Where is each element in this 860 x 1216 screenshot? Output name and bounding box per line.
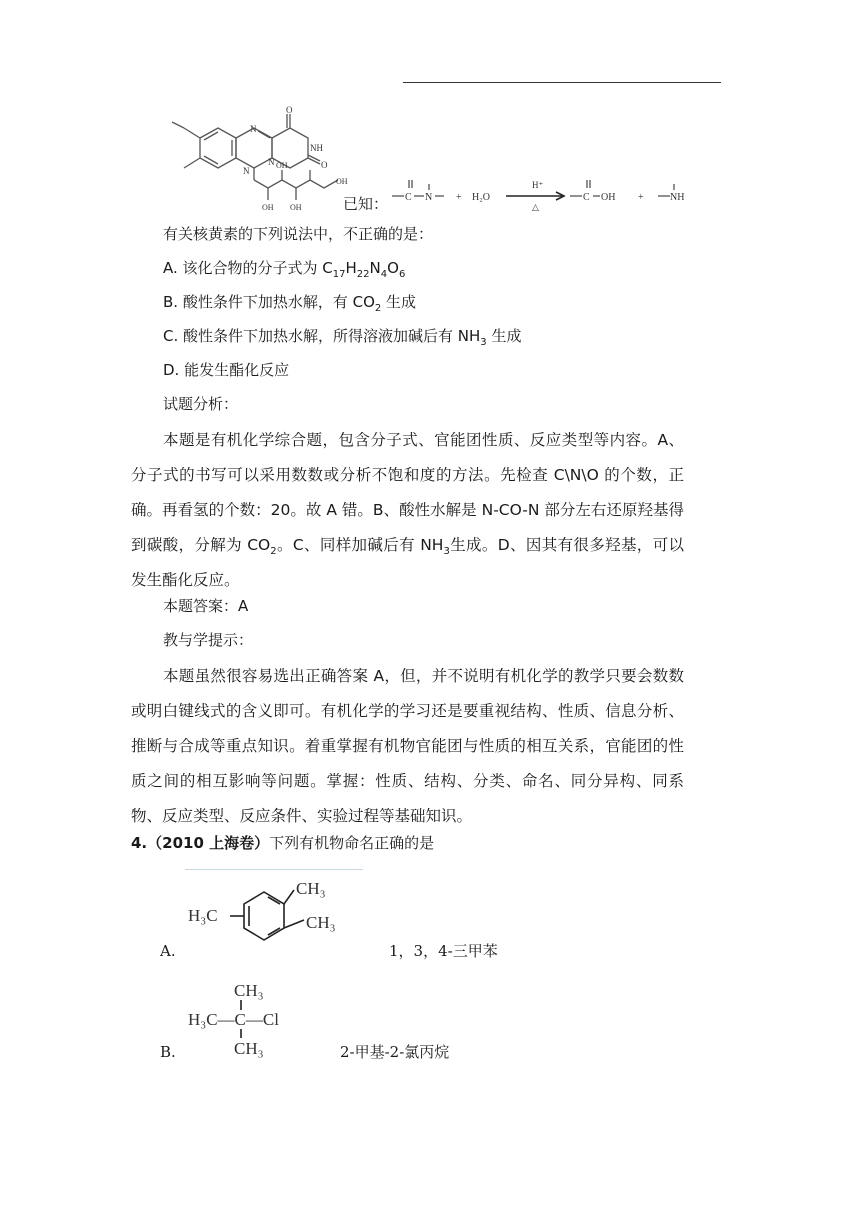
choice-b-structure — [186, 974, 296, 1060]
answer-blank-line — [403, 82, 721, 83]
option-b: B. 酸性条件下加热水解，有 $CO_2$ 生成 — [163, 293, 417, 314]
choice-b-name: 2-甲基-2-氯丙烷 — [340, 1043, 450, 1061]
rx-n: N — [425, 192, 433, 203]
atom-oh2: OH — [276, 161, 288, 170]
b-ch3-bottom: CH₃ — [234, 1039, 264, 1058]
atom-n2: N — [268, 157, 275, 167]
atom-oh4: OH — [336, 177, 348, 186]
atom-oh1: OH — [262, 203, 274, 212]
choice-a-structure — [186, 872, 356, 958]
choice-a-name: 1，3，4-三甲苯 — [389, 942, 498, 960]
a-ch3-right: CH₃ — [306, 913, 336, 932]
analysis-paragraph: 本题是有机化学综合题，包含分子式、官能团性质、反应类型等内容。A、分子式的书写可以采用数数或分析不饱和度的方法。先检查 C\N\O 的个数，正确。再看氢的个数：20。故 A 错。B、酸性水解是 N-CO-N 部分左右还原羟基得到碳酸，分解为 $CO_2$。C、同样加碱后有 $NH_3$生成。D、因其有很多羟基，可以发生酯化反应。 — [131, 431, 685, 589]
q4-stem: 下列有机物命名正确的是 — [269, 834, 435, 852]
rx-water: H₂O — [472, 192, 490, 203]
rx-p-oh: OH — [601, 192, 616, 203]
q4-heading — [131, 827, 434, 860]
rx-plus2: + — [638, 192, 644, 203]
tips-label: 教与学提示： — [163, 631, 254, 649]
analysis-label: 试题分析： — [163, 395, 239, 413]
rx-cond-top: H⁺ — [532, 180, 544, 190]
a-ch3-top: CH₃ — [296, 879, 326, 898]
option-a: A. 该化合物的分子式为 $C_{17}H_{22}N_4O_6$ — [163, 259, 406, 280]
question-stem: 有关核黄素的下列说法中，不正确的是： — [163, 225, 434, 243]
a-h3c-left: H₃C — [188, 906, 218, 925]
option-d: D. 能发生酯化反应 — [163, 361, 290, 379]
rx-p-c: C — [583, 192, 590, 203]
atom-o1: O — [286, 105, 293, 115]
option-c: C. 酸性条件下加热水解，所得溶液加碱后有 $NH_3$ 生成 — [163, 327, 522, 348]
rx-cond-bottom: △ — [532, 202, 539, 212]
atom-o2: O — [321, 160, 328, 170]
choice-b-letter: B. — [160, 1043, 176, 1061]
q4-number: 4. — [131, 834, 148, 852]
atom-n3: N — [243, 166, 250, 176]
b-ch3-top: CH₃ — [234, 981, 264, 1000]
answer-line: 本题答案：A — [163, 597, 249, 615]
atom-n1: N — [250, 124, 257, 134]
rx-plus: + — [456, 192, 462, 203]
b-h3c-c: H₃C—C—Cl — [188, 1010, 279, 1029]
choice-a-letter: A. — [160, 942, 176, 960]
known-label: 已知： — [343, 195, 389, 213]
riboflavin-structure — [160, 104, 350, 216]
tips-paragraph: 本题虽然很容易选出正确答案 A，但，并不说明有机化学的教学只要会数数或明白键线式的含义即可。有机化学的学习还是要重视结构、性质、信息分析、推断与合成等重点知识。着重掌握有机物官能团与性质的相互关系，官能团的性质之间的相互影响等问题。掌握：性质、结构、分类、命名、同分异构、同系物、反应类型、反应条件、实验过程等基础知识。 — [131, 667, 684, 825]
q4-source: （2010 上海卷） — [147, 834, 270, 852]
known-reaction — [392, 176, 712, 216]
atom-nh: NH — [310, 143, 323, 153]
atom-oh3: OH — [290, 203, 302, 212]
rx-c: C — [405, 192, 412, 203]
rx-p-nh: NH — [670, 192, 685, 203]
figure-rule — [185, 869, 363, 870]
